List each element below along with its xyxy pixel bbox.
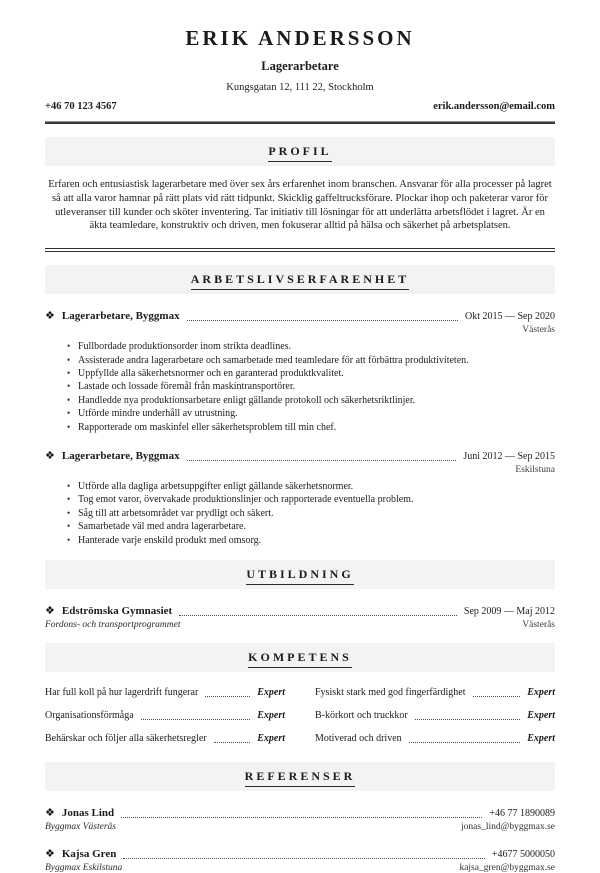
entry-subrow bbox=[45, 325, 555, 335]
bullet-item: • Samarbetade väl med andra lagerarbetare. bbox=[67, 520, 555, 533]
section-title-experience: ARBETSLIVSERFARENHET bbox=[191, 272, 409, 290]
reference-email: kajsa_gren@byggmax.se bbox=[459, 863, 555, 873]
reference-phone: +46 77 1890089 bbox=[489, 808, 555, 820]
entry-title: Lagerarbetare, Byggmax bbox=[61, 450, 180, 463]
bullet-item: • Lastade och lossade föremål från maskintransportörer. bbox=[67, 380, 555, 393]
dotted-leader bbox=[214, 742, 251, 743]
entry-bullet-list bbox=[45, 480, 555, 547]
entry-title: Lagerarbetare, Byggmax bbox=[61, 310, 180, 323]
skill-row bbox=[315, 687, 555, 699]
skill-row bbox=[45, 710, 285, 722]
reference-entry bbox=[45, 848, 555, 873]
dotted-leader bbox=[473, 696, 521, 697]
dotted-leader bbox=[187, 460, 457, 461]
address: Kungsgatan 12, 111 22, Stockholm bbox=[226, 82, 374, 93]
contact-row bbox=[45, 101, 555, 112]
skill-row bbox=[45, 733, 285, 745]
entry-dates: Okt 2015 — Sep 2020 bbox=[465, 311, 555, 323]
skill-level: Expert bbox=[257, 710, 285, 722]
skill-level: Expert bbox=[527, 710, 555, 722]
section-title-references: REFERENSER bbox=[245, 769, 356, 787]
entry-location: Västerås bbox=[522, 325, 555, 336]
entry-subrow bbox=[45, 620, 555, 630]
entry-header bbox=[45, 605, 555, 618]
bullet-item: • Handledde nya produktionsarbetare enligt gällande protokoll och säkerhetsriktlinjer. bbox=[67, 394, 555, 407]
entry-marker-icon: ❖ bbox=[45, 310, 55, 323]
section-banner-skills bbox=[45, 643, 555, 672]
skill-name: Har full koll på hur lagerdrift fungerar bbox=[45, 687, 199, 699]
entry-marker-icon: ❖ bbox=[45, 450, 55, 463]
reference-company: Byggmax Eskilstuna bbox=[45, 863, 123, 873]
dotted-leader bbox=[205, 696, 250, 697]
experience-entry bbox=[45, 450, 555, 547]
experience-entry bbox=[45, 310, 555, 434]
section-title-profil: PROFIL bbox=[268, 144, 331, 162]
bullet-item: • Utförde alla dagliga arbetsuppgifter enligt gällande säkerhetsnormer. bbox=[67, 480, 555, 493]
entry-dates: Sep 2009 — Maj 2012 bbox=[463, 606, 555, 618]
bullet-item: • Såg till att arbetsområdet var prydligt och säkert. bbox=[67, 507, 555, 520]
dotted-leader bbox=[121, 817, 482, 818]
entry-location: Västerås bbox=[522, 620, 555, 631]
section-title-skills: KOMPETENS bbox=[248, 650, 352, 668]
header-divider bbox=[45, 121, 555, 124]
entry-marker-icon: ❖ bbox=[45, 807, 55, 820]
section-title-education: UTBILDNING bbox=[246, 567, 353, 585]
section-banner-references bbox=[45, 762, 555, 791]
entry-header bbox=[45, 807, 555, 820]
entry-header bbox=[45, 848, 555, 861]
skill-row bbox=[315, 710, 555, 722]
dotted-leader bbox=[187, 320, 458, 321]
entry-header bbox=[45, 450, 555, 463]
skill-name: Behärskar och följer alla säkerhetsregler bbox=[45, 733, 207, 745]
entry-subrow bbox=[45, 465, 555, 475]
job-title: Lagerarbetare bbox=[261, 59, 339, 73]
profile-text: Erfaren och entusiastisk lagerarbetare med över sex års erfarenhet inom branschen. Ansvarar för alla processer på lagret så att alla varor hamnar på rätt plats vid rätt tidpunkt. Skicklig gaffeltrucksförare. Plockar ihop och paketerar varor för utleveranser till kunder och sköter inventering. Tar initiativ till lösningar för att underlätta arbetsflödet i lagret. Är en äkta teamledare, konstruktiv och driven, men fokuserar alltid på hälsa och säkerhet på arbetsplatsen. bbox=[48, 179, 552, 232]
entry-dates: Juni 2012 — Sep 2015 bbox=[463, 451, 555, 463]
reference-company: Byggmax Västerås bbox=[45, 822, 116, 833]
skills-grid bbox=[45, 687, 555, 756]
entry-marker-icon: ❖ bbox=[45, 848, 55, 861]
email-address: erik.andersson@email.com bbox=[433, 101, 555, 112]
bullet-item: • Assisterade andra lagerarbetare och samarbetade med teamledare för att förbättra produktiviteten. bbox=[67, 354, 555, 367]
skill-level: Expert bbox=[257, 687, 285, 699]
skill-level: Expert bbox=[257, 733, 285, 745]
skill-row bbox=[45, 687, 285, 699]
education-entry bbox=[45, 605, 555, 630]
person-name: ERIK ANDERSSON bbox=[185, 26, 415, 50]
entry-subrow bbox=[45, 822, 555, 832]
section-banner-education bbox=[45, 560, 555, 589]
entry-bullet-list bbox=[45, 340, 555, 434]
bullet-item: • Uppfyllde alla säkerhetsnormer och en garanterad produktkvalitet. bbox=[67, 367, 555, 380]
skill-row bbox=[315, 733, 555, 745]
entry-subrow bbox=[45, 863, 555, 873]
reference-email: jonas_lind@byggmax.se bbox=[461, 822, 555, 833]
reference-phone: +4677 5000050 bbox=[491, 849, 555, 861]
phone-number: +46 70 123 4567 bbox=[45, 101, 117, 112]
bullet-item: • Utförde mindre underhåll av utrustning. bbox=[67, 407, 555, 420]
section-banner-experience bbox=[45, 265, 555, 294]
reference-name: Jonas Lind bbox=[61, 807, 115, 820]
entry-marker-icon: ❖ bbox=[45, 605, 55, 618]
reference-entry bbox=[45, 807, 555, 832]
skill-name: B-körkort och truckkor bbox=[315, 710, 408, 722]
education-program: Fordons- och transportprogrammet bbox=[45, 620, 181, 631]
bullet-item: • Rapporterade om maskinfel eller säkerhetsproblem till min chef. bbox=[67, 421, 555, 434]
skill-name: Organisationsförmåga bbox=[45, 710, 134, 722]
skill-name: Fysiskt stark med god fingerfärdighet bbox=[315, 687, 466, 699]
skill-level: Expert bbox=[527, 733, 555, 745]
section-banner-profil bbox=[45, 137, 555, 166]
skill-level: Expert bbox=[527, 687, 555, 699]
header bbox=[45, 26, 555, 93]
skills-column-right bbox=[315, 687, 555, 756]
skill-name: Motiverad och driven bbox=[315, 733, 402, 745]
entry-title: Edströmska Gymnasiet bbox=[61, 605, 173, 618]
bullet-item: • Fullbordade produktionsorder inom strikta deadlines. bbox=[67, 340, 555, 353]
dotted-leader bbox=[179, 615, 457, 616]
dotted-leader bbox=[415, 719, 520, 720]
bullet-item: • Hanterade varje enskild produkt med omsorg. bbox=[67, 534, 555, 547]
section-divider bbox=[45, 248, 555, 252]
skills-column-left bbox=[45, 687, 285, 756]
reference-name: Kajsa Gren bbox=[61, 848, 117, 861]
entry-header bbox=[45, 310, 555, 323]
entry-location: Eskilstuna bbox=[515, 465, 555, 476]
dotted-leader bbox=[123, 858, 484, 859]
dotted-leader bbox=[141, 719, 251, 720]
bullet-item: • Tog emot varor, övervakade produktionslinjer och rapporterade eventuella problem. bbox=[67, 493, 555, 506]
dotted-leader bbox=[409, 742, 521, 743]
